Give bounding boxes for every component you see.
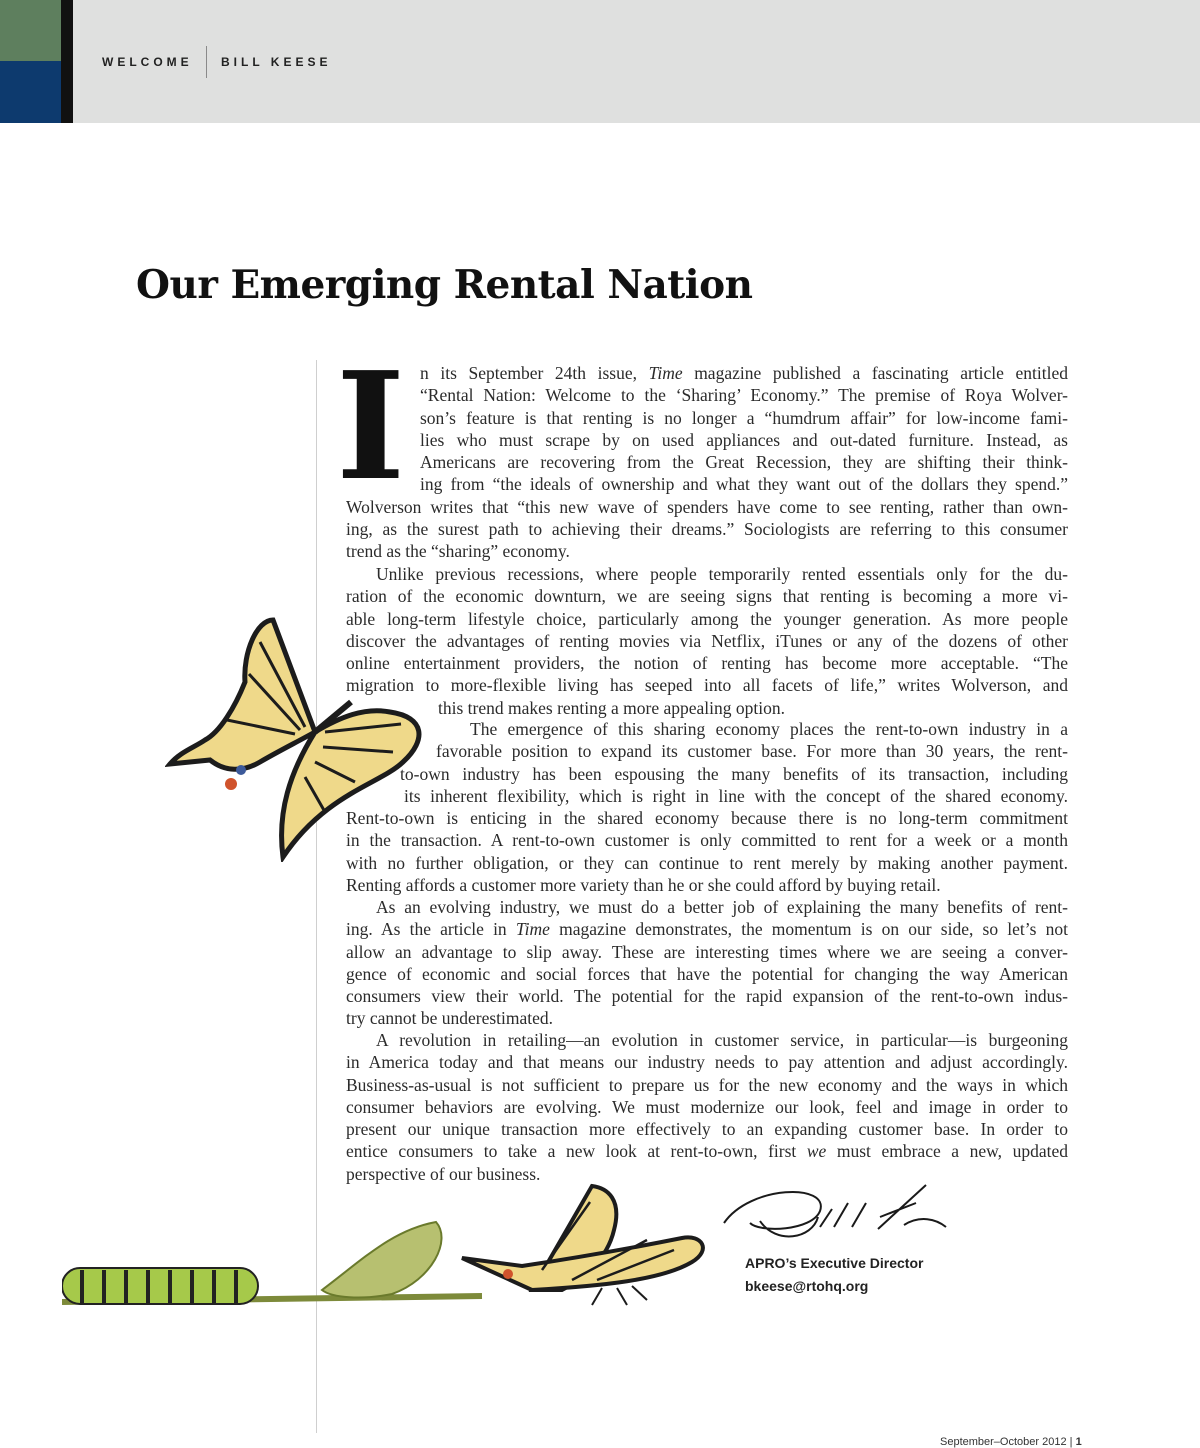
signature-text: Bill Keese: [730, 1237, 772, 1248]
signature-email[interactable]: bkeese@rtohq.org: [745, 1278, 869, 1294]
text-line: consumers view their world. The potential for the rapid expansion of the rent-to-own indus-: [346, 986, 1068, 1007]
text-line: son’s feature is that renting is no longer a “humdrum affair” for low-income fami-: [420, 407, 1068, 428]
page-header: [0, 0, 1200, 123]
text-line: ing. As the article in Time magazine demonstrates, the momentum is on our side, so let’s not: [346, 919, 1068, 940]
butterfly-illustration-large: [165, 612, 445, 862]
text-line: Americans are recovering from the Great Recession, they are shifting their think-: [420, 452, 1068, 473]
text-line: migration to more-flexible living has seeped into all facets of life,” writes Wolverson, and: [346, 675, 1068, 696]
article-paragraph: [346, 563, 1068, 719]
text-line: The emergence of this sharing economy places the rent-to-own industry in a: [470, 719, 1068, 739]
text-line: online entertainment providers, the notion of renting has become more acceptable. “The: [346, 653, 1068, 674]
page-number: 1: [1075, 1436, 1082, 1448]
text-line: try cannot be underestimated.: [346, 1008, 554, 1029]
text-line: As an evolving industry, we must do a better job of explaining the many benefits of rent-: [376, 897, 1068, 917]
page-footer: [940, 1436, 1082, 1448]
text-line: n its September 24th issue, Time magazine published a fascinating article entitled: [420, 363, 1068, 383]
article-paragraph: [346, 896, 1068, 1030]
text-line: allow an advantage to slip away. These are interesting times where we are seeing a conver-: [346, 941, 1068, 962]
article-paragraph: [346, 362, 1068, 563]
text-line: its inherent flexibility, which is right in line with the concept of the shared economy.: [404, 785, 1068, 806]
text-line: perspective of our business.: [346, 1163, 541, 1184]
text-line: trend as the “sharing” economy.: [346, 541, 570, 562]
text-line: gence of economic and social forces that have the potential for changing the way American: [346, 963, 1068, 984]
header-divider: [206, 46, 207, 78]
header-color-bar-black: [61, 0, 73, 123]
text-line: lies who must scrape by on used appliances and out-dated furniture. Instead, as: [420, 429, 1068, 450]
drop-cap: I: [336, 339, 406, 513]
text-line: “Rental Nation: Welcome to the ‘Sharing’ Economy.” The premise of Roya Wolver-: [420, 385, 1068, 406]
text-line: to-own industry has been espousing the many benefits of its transaction, including: [400, 763, 1068, 784]
text-line: Wolverson writes that “this new wave of spenders have come to see renting, rather than own-: [346, 496, 1068, 517]
text-line: consumer behaviors are evolving. We must modernize our look, feel and image in order to: [346, 1096, 1068, 1117]
text-line: with no further obligation, or they can continue to rent merely by making another payment.: [346, 852, 1068, 873]
footer-separator: |: [1069, 1436, 1073, 1448]
text-line: ing, as the surest path to achieving their dreams.” Sociologists are referring to this consumer: [346, 519, 1068, 540]
text-line: ing from “the ideals of ownership and what they want out of the dollars they spend.”: [420, 474, 1068, 495]
header-color-block-green: [0, 0, 61, 61]
article-title: Our Emerging Rental Nation: [136, 262, 753, 308]
footer-issue: September–October 2012: [940, 1436, 1067, 1448]
text-line: able long-term lifestyle choice, particularly among the younger generation. As more people: [346, 608, 1068, 629]
text-line: A revolution in retailing—an evolution in customer service, in particular—is burgeoning: [376, 1030, 1068, 1050]
text-line: present our unique transaction more effectively to an expanding customer base. In order to: [346, 1119, 1068, 1140]
text-line: this trend makes renting a more appealing option.: [438, 697, 785, 718]
text-line: Rent-to-own is enticing in the shared economy because there is no long-term commitment: [346, 808, 1068, 829]
text-line: Unlike previous recessions, where people temporarily rented essentials only for the du-: [376, 564, 1068, 584]
article-paragraph: [346, 1029, 1068, 1185]
author-label: BILL KEESE: [221, 55, 332, 69]
text-line: discover the advantages of renting movies via Netflix, iTunes or any of the dozens of other: [346, 630, 1068, 651]
text-line: Renting affords a customer more variety than he or she could afford by buying retail.: [346, 875, 941, 896]
text-line: Business-as-usual is not sufficient to prepare us for the new economy and the ways in which: [346, 1074, 1068, 1095]
header-color-block-blue: [0, 61, 61, 123]
signature-graphic: [720, 1183, 950, 1251]
text-line: favorable position to expand its customer base. For more than 30 years, the rent-: [436, 741, 1068, 762]
text-line: ration of the economic downturn, we are seeing signs that renting is becoming a more vi-: [346, 586, 1068, 607]
life-cycle-illustration: [62, 1170, 722, 1320]
text-line: in America today and that means our industry needs to pay attention and adjust accordingly.: [346, 1052, 1068, 1073]
text-line: in the transaction. A rent-to-own customer is only committed to rent for a week or a month: [346, 830, 1068, 851]
section-label: WELCOME: [102, 55, 193, 69]
article-paragraph: [346, 718, 1068, 896]
text-line: entice consumers to take a new look at rent-to-own, first we must embrace a new, updated: [346, 1141, 1068, 1162]
signature-title: APRO’s Executive Director: [745, 1255, 924, 1271]
